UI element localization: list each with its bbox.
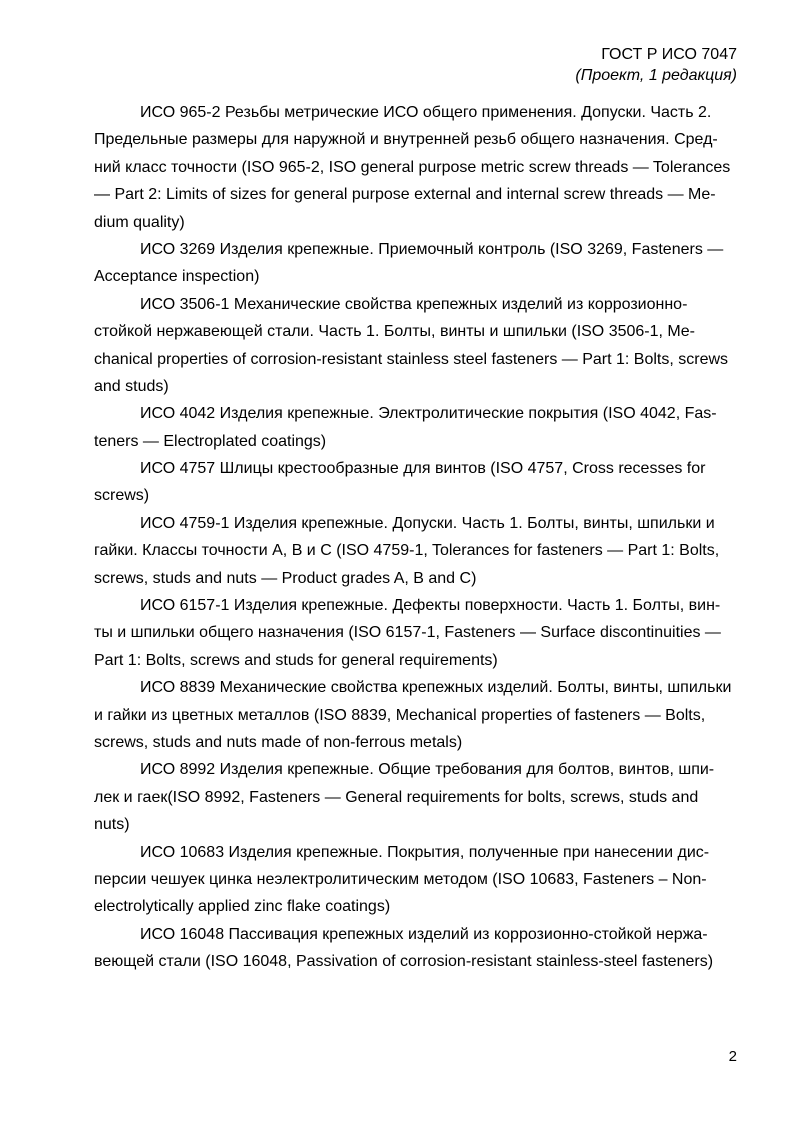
text-line: ний класс точности (ISO 965-2, ISO general purpose metric screw threads — Tolerances xyxy=(94,158,731,176)
text-line: Part 1: Bolts, screws and studs for general requirements) xyxy=(94,651,498,669)
paragraph xyxy=(94,756,737,838)
paragraph xyxy=(94,592,737,674)
text-line: electrolytically applied zinc flake coatings) xyxy=(94,898,391,916)
text-line: ты и шпильки общего назначения (ISO 6157-1, Fasteners — Surface discontinuities — xyxy=(94,624,721,642)
text-line: ИСО 4042 Изделия крепежные. Электролитические покрытия (ISO 4042, Fas- xyxy=(140,405,717,423)
text-line: ИСО 3506-1 Механические свойства крепежных изделий из коррозионно- xyxy=(140,295,688,313)
text-line: и гайки из цветных металлов (ISO 8839, Mechanical properties of fasteners — Bolts, xyxy=(94,706,706,724)
text-line: ИСО 16048 Пассивация крепежных изделий из коррозионно-стойкой нержа- xyxy=(140,925,708,943)
paragraph xyxy=(94,921,737,976)
text-line: ИСО 8839 Механические свойства крепежных изделий. Болты, винты, шпильки xyxy=(140,679,732,697)
text-line: and studs) xyxy=(94,377,169,395)
text-line: ИСО 8992 Изделия крепежные. Общие требования для болтов, винтов, шпи- xyxy=(140,761,715,779)
paragraph xyxy=(94,99,737,236)
text-line: — Part 2: Limits of sizes for general purpose external and internal screw threads — Me- xyxy=(94,186,716,204)
page-number: 2 xyxy=(728,1048,737,1065)
text-line: Предельные размеры для наружной и внутренней резьб общего назначения. Сред- xyxy=(94,131,718,149)
text-line: chanical properties of corrosion-resistant stainless steel fasteners — Part 1: Bolts, screws xyxy=(94,350,729,368)
text-line: ИСО 4757 Шлицы крестообразные для винтов (ISO 4757, Cross recesses for xyxy=(140,460,706,478)
document-body xyxy=(94,99,737,976)
paragraph xyxy=(94,400,737,455)
text-line: nuts) xyxy=(94,816,130,834)
text-line: ИСО 3269 Изделия крепежные. Приемочный контроль (ISO 3269, Fasteners — xyxy=(140,240,724,258)
text-line: ИСО 965-2 Резьбы метрические ИСО общего применения. Допуски. Часть 2. xyxy=(140,104,712,121)
text-line: dium quality) xyxy=(94,213,185,231)
text-line: teners — Electroplated coatings) xyxy=(94,432,327,450)
paragraph xyxy=(94,455,737,510)
document-status: (Проект, 1 редакция) xyxy=(575,67,737,84)
text-line: ИСО 4759-1 Изделия крепежные. Допуски. Часть 1. Болты, винты, шпильки и xyxy=(140,514,715,532)
text-line: screws, studs and nuts made of non-ferrous metals) xyxy=(94,733,463,751)
paragraph xyxy=(94,839,737,921)
text-line: стойкой нержавеющей стали. Часть 1. Болты, винты и шпильки (ISO 3506-1, Me- xyxy=(94,323,695,341)
text-line: screws) xyxy=(94,487,150,505)
page-header xyxy=(94,44,737,86)
text-line: персии чешуек цинка неэлектролитическим методом (ISO 10683, Fasteners – Non- xyxy=(94,870,707,888)
paragraph xyxy=(94,291,737,401)
paragraph xyxy=(94,674,737,756)
text-line: Acceptance inspection) xyxy=(94,268,260,286)
text-line: лек и гаек(ISO 8992, Fasteners — General requirements for bolts, screws, studs and xyxy=(94,788,699,806)
document-code: ГОСТ Р ИСО 7047 xyxy=(601,46,737,63)
text-line: веющей стали (ISO 16048, Passivation of corrosion-resistant stainless-steel fasteners) xyxy=(94,953,714,971)
page-footer xyxy=(94,1048,737,1066)
text-line: ИСО 10683 Изделия крепежные. Покрытия, полученные при нанесении дис- xyxy=(140,843,710,861)
text-line: ИСО 6157-1 Изделия крепежные. Дефекты поверхности. Часть 1. Болты, вин- xyxy=(140,597,721,615)
text-line: гайки. Классы точности А, В и С (ISO 4759-1, Tolerances for fasteners — Part 1: Bolts, xyxy=(94,542,720,560)
paragraph xyxy=(94,510,737,592)
text-line: screws, studs and nuts — Product grades A, B and C) xyxy=(94,569,477,587)
paragraph xyxy=(94,236,737,291)
